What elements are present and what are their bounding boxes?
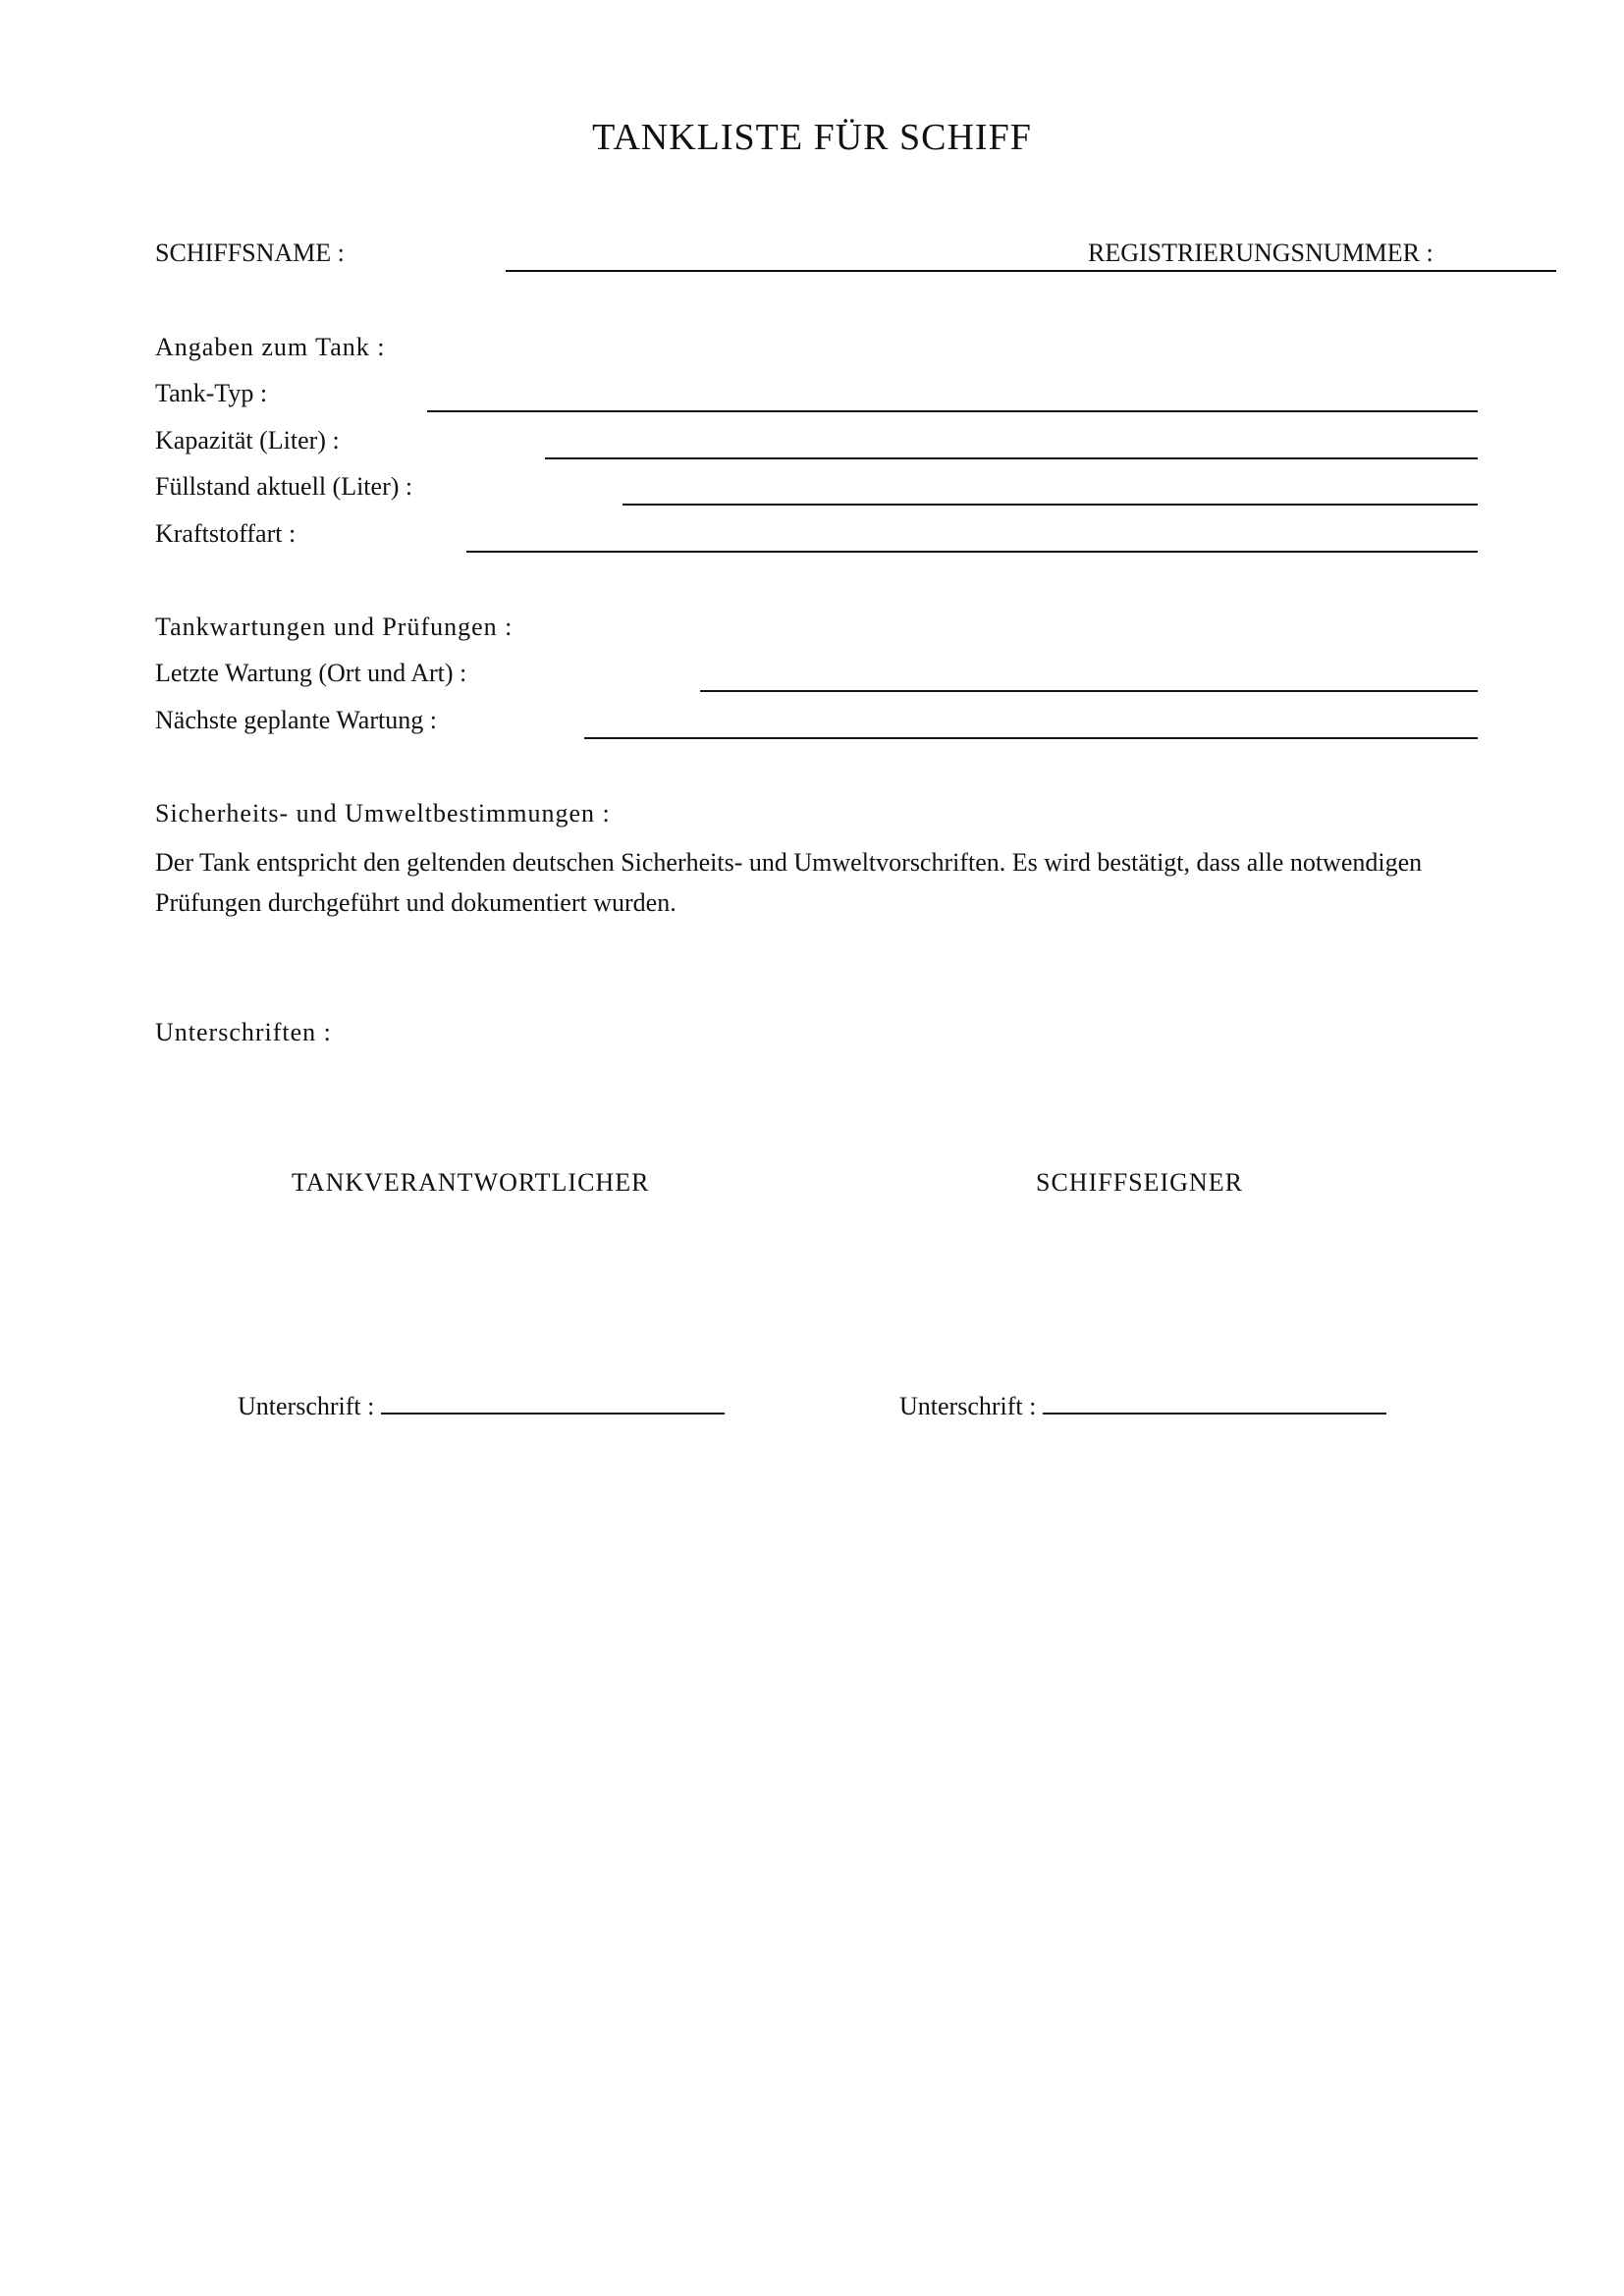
regulations-text: Der Tank entspricht den geltenden deutschen Sicherheits- und Umweltvorschriften. Es wird bestätigt, dass alle notwendigen Prüfungen durchgeführt und dokumentiert wurden. (155, 848, 1423, 917)
fill-level-field[interactable] (623, 504, 1478, 506)
tank-manager-signature (238, 1387, 725, 1422)
last-maintenance-field[interactable] (700, 690, 1478, 692)
tank-manager-role: TANKVERANTWORTLICHER (292, 1168, 650, 1197)
signatures-section-heading: Unterschriften : (155, 1018, 332, 1046)
tank-type-label: Tank-Typ : (155, 379, 268, 407)
ship-owner-signature (899, 1387, 1386, 1422)
ship-owner-signature-line[interactable] (1043, 1387, 1386, 1415)
regulations-section-heading: Sicherheits- und Umweltbestimmungen : (155, 799, 611, 828)
capacity-label: Kapazität (Liter) : (155, 426, 340, 454)
tank-type-field[interactable] (427, 410, 1478, 412)
ship-owner-role: SCHIFFSEIGNER (1036, 1168, 1243, 1197)
ship-name-field[interactable] (506, 270, 1556, 272)
ship-name-label: SCHIFFSNAME : (155, 239, 345, 267)
next-maintenance-field[interactable] (584, 737, 1478, 739)
next-maintenance-label: Nächste geplante Wartung : (155, 706, 437, 734)
fill-level-label: Füllstand aktuell (Liter) : (155, 472, 413, 501)
fuel-type-label: Kraftstoffart : (155, 519, 297, 548)
tank-section-heading: Angaben zum Tank : (155, 333, 386, 361)
last-maintenance-label: Letzte Wartung (Ort und Art) : (155, 659, 467, 687)
ship-owner-signature-label: Unterschrift : (899, 1392, 1037, 1420)
capacity-field[interactable] (545, 457, 1478, 459)
fuel-type-field[interactable] (466, 551, 1478, 553)
maintenance-section-heading: Tankwartungen und Prüfungen : (155, 613, 514, 641)
document-title: TANKLISTE FÜR SCHIFF (592, 117, 1032, 158)
tank-manager-signature-label: Unterschrift : (238, 1392, 375, 1420)
tank-manager-signature-line[interactable] (381, 1387, 725, 1415)
registration-number-label: REGISTRIERUNGSNUMMER : (1088, 239, 1434, 267)
